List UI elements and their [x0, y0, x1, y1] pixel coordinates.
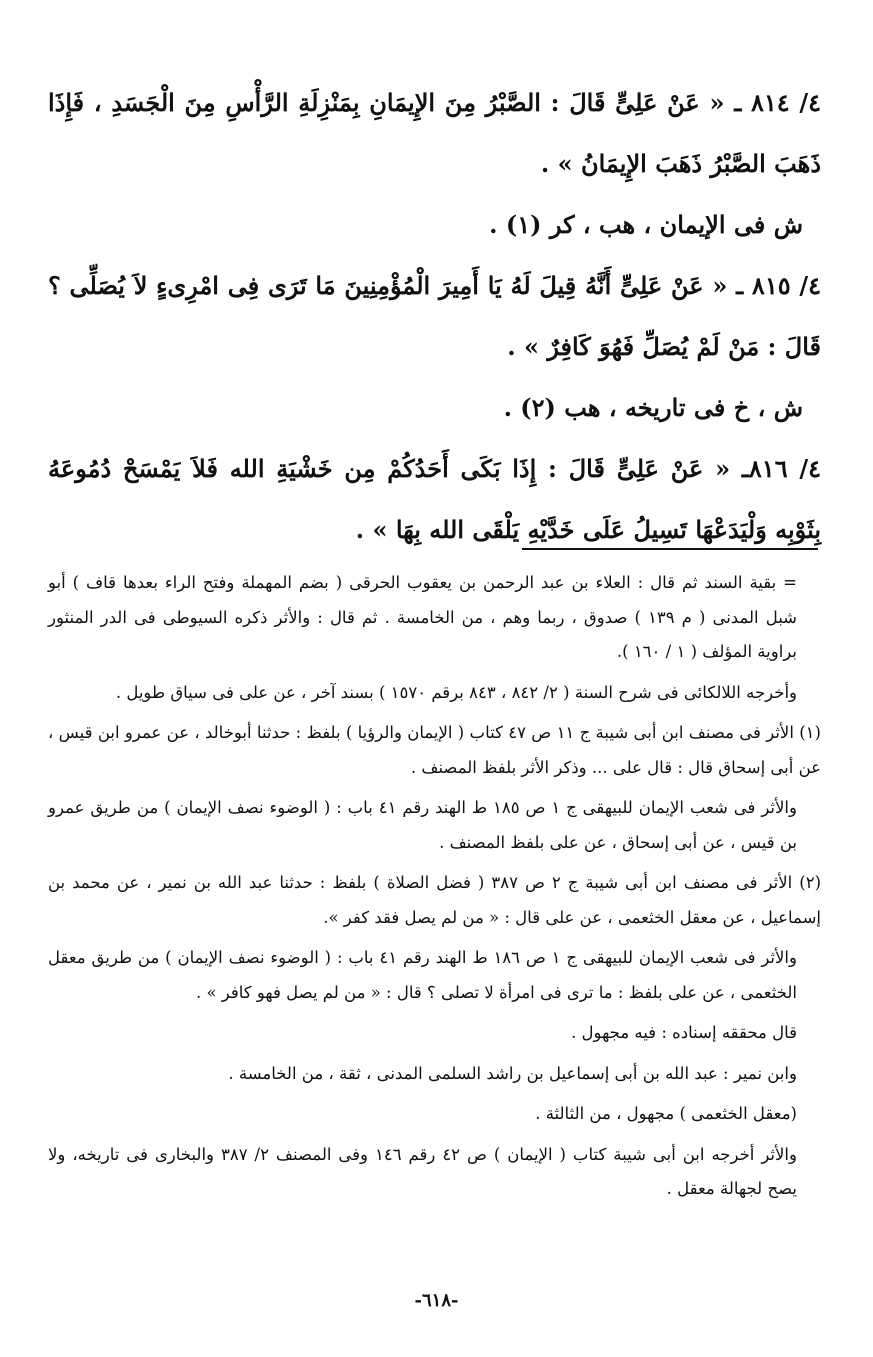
hadith-816: ٤/ ٨١٦ـ « عَنْ عَلِىٍّ قَالَ : إِذَا بَكَى أَحَدُكُمْ مِن خَشْيَةِ الله فَلاَ يَمْسَحْ دُمُوعَهُ بِثَوْبِه وَلْيَدَعْهَا تَسِيلُ عَلَى خَدَّيْهِ يَلْقَى الله بِهَا » . — [48, 454, 822, 544]
footnote-continuation-2: وأخرجه اللالكائى فى شرح السنة ( ٢/ ٨٤٢ ، ٨٤٣ برقم ١٥٧٠ ) بسند آخر ، عن على فى سياق طويل . — [115, 682, 797, 702]
hadith-815: ٤/ ٨١٥ ـ « عَنْ عَلِىٍّ أَنَّهُ قِيلَ لَهُ يَا أَمِيرَ الْمُؤْمِنِينَ مَا تَرَى فِى امْرِىءٍ لاَ يُصَلِّى ؟ قَالَ : مَنْ لَمْ يُصَلِّ فَهُوَ كَافِرٌ » . — [48, 271, 822, 361]
page-number: -٦١٨- — [414, 1290, 459, 1311]
footnote-2: (٢) الأثر فى مصنف ابن أبى شيبة ج ٢ ص ٣٨٧ ( فضل الصلاة ) بلفظ : حدثنا عبد الله بن نمير ، عن محمد بن إسماعيل ، عن معقل الخثعمى ، عن على قال : « من لم يصل فقد كفر ». — [48, 873, 821, 927]
footnote-2-second: والأثر فى شعب الإيمان للبيهقى ج ١ ص ١٨٦ ط الهند رقم ٤١ باب : ( الوضوء نصف الإيمان ) من طريق معقل الخثعمى ، عن على بلفظ : ما ترى فى امرأة لا تصلى ؟ قال : « من لم يصل فهو كافر » . — [48, 948, 797, 1002]
footnote-1: (١) الأثر فى مصنف ابن أبى شيبة ج ١١ ص ٤٧ كتاب ( الإيمان والرؤيا ) بلفظ : حدثنا أبوخالد ، عن عمرو ابن قيس ، عن أبى إسحاق قال : قال على ... وذكر الأثر بلفظ المصنف . — [48, 723, 821, 777]
footnote-1-second: والأثر فى شعب الإيمان للبيهقى ج ١ ص ١٨٥ ط الهند رقم ٤١ باب : ( الوضوء نصف الإيمان ) من طريق عمرو بن قيس ، عن أبى إسحاق ، عن على بلفظ المصنف . — [48, 798, 797, 852]
footnote-continuation: = بقية السند ثم قال : العلاء بن عبد الرحمن بن يعقوب الحرقى ( بضم المهملة وفتح الراء بعدها قاف ) أبو شبل المدنى ( م ١٣٩ ) صدوق ، ربما وهم ، من الخامسة . ثم قال : والأثر ذكره السيوطى فى الدر المنثور براوية المؤلف ( ١ / ١٦٠ ). — [48, 573, 797, 661]
footnote-divider — [522, 548, 818, 550]
footnote-2-sixth: والأثر أخرجه ابن أبى شيبة كتاب ( الإيمان ) ص ٤٢ رقم ١٤٦ وفى المصنف ٢/ ٣٨٧ والبخارى فى تاريخه، ولا يصح لجهالة معقل . — [48, 1144, 797, 1198]
footnotes — [48, 566, 821, 1213]
source-814: ش فى الإيمان ، هب ، كر (١) . — [489, 210, 803, 239]
main-text — [48, 72, 821, 560]
footnote-2-fifth: (معقل الخثعمى ) مجهول ، من الثالثة . — [535, 1104, 797, 1123]
footnote-2-third: قال محققه إسناده : فيه مجهول . — [571, 1023, 797, 1042]
source-815: ش ، خ فى تاريخه ، هب (٢) . — [503, 393, 803, 422]
hadith-814: ٤/ ٨١٤ ـ « عَنْ عَلِىٍّ قَالَ : الصَّبْرُ مِنَ الإِيمَانِ بِمَنْزِلَةِ الرَّأْسِ مِنَ الْجَسَدِ ، فَإِذَا ذَهَبَ الصَّبْرُ ذَهَبَ الإِيمَانُ » . — [48, 88, 822, 178]
footnote-2-fourth: وابن نمير : عبد الله بن أبى إسماعيل بن راشد السلمى المدنى ، ثقة ، من الخامسة . — [228, 1063, 797, 1083]
